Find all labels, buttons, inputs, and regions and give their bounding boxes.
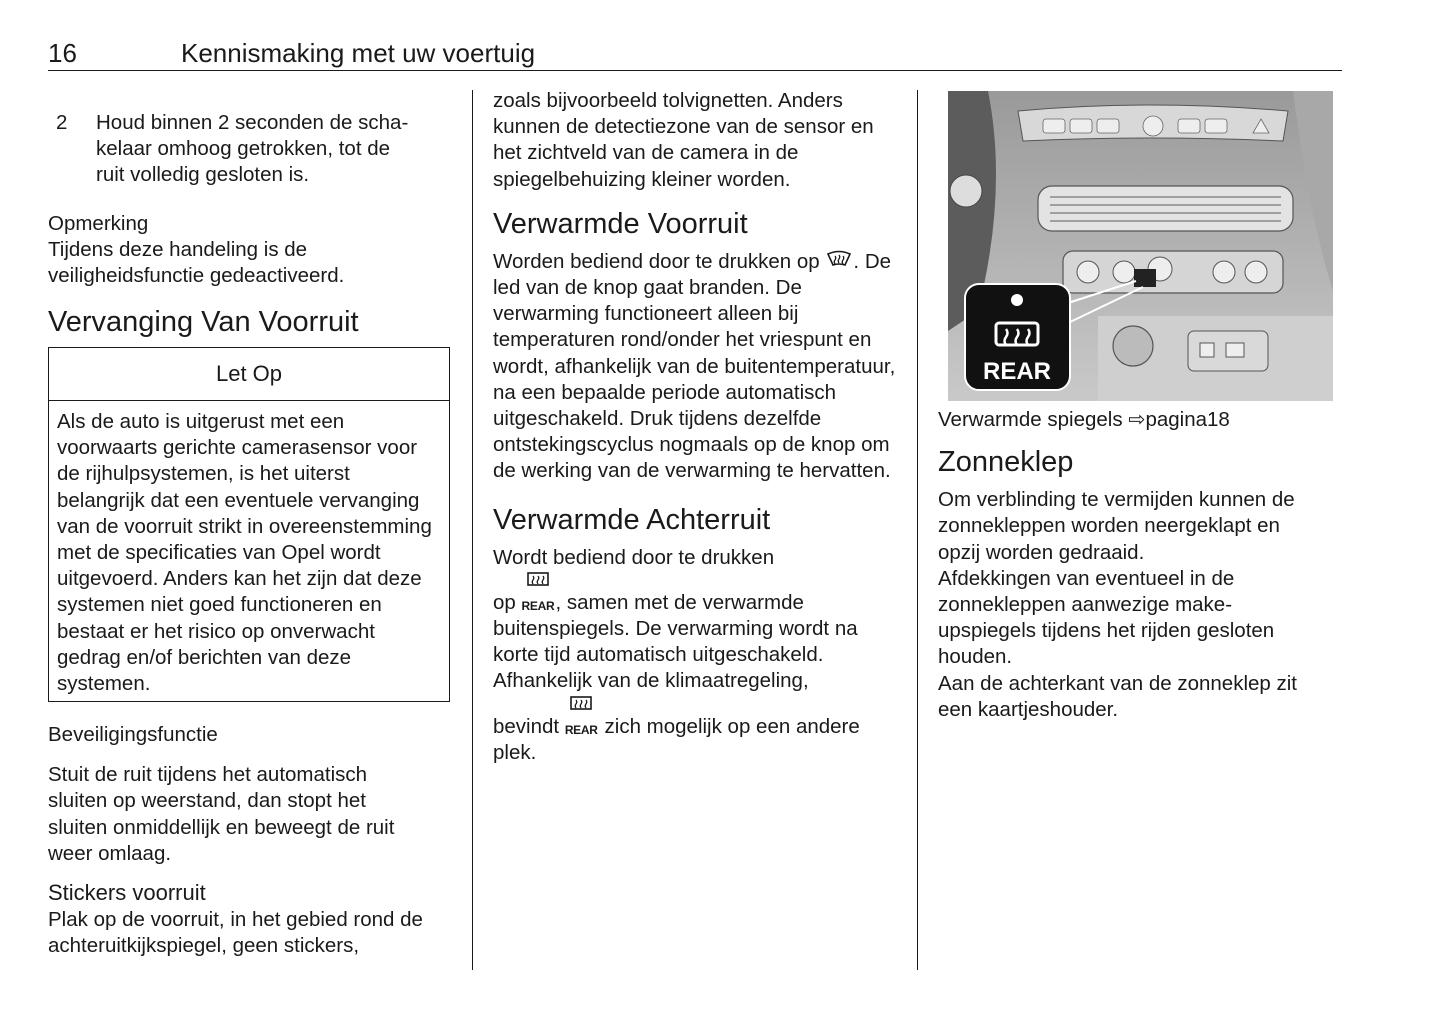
rear-icon-label: REAR <box>521 598 555 613</box>
photo-caption: Verwarmde spiegels ⇨pagina18 <box>938 408 1230 431</box>
page-header <box>48 38 1342 71</box>
note-title: Opmerking <box>48 211 149 235</box>
security-text: Stuit de ruit tijdens het automatisch sluiten op weerstand, dan stopt het sluiten onmiddellijk en beweegt de ruit weer omlaag. <box>48 763 395 865</box>
page-title: Kennismaking met uw voertuig <box>181 38 536 68</box>
section-title-front-heating: Verwarmde Voorruit <box>493 207 748 240</box>
callout-label: REAR <box>982 358 1052 385</box>
column-divider <box>472 90 473 970</box>
security-title: Beveiligingsfunctie <box>48 723 218 747</box>
column-divider <box>917 90 918 970</box>
sunvisor-text-2: Afdekkingen van eventueel in de zonnekleppen aanwezige make-upspiegels tijdens het rijden gesloten houden. <box>938 566 1275 669</box>
step-item <box>48 110 456 189</box>
step-line: Houd binnen 2 seconden de scha- <box>96 111 409 134</box>
column-right <box>938 86 1338 723</box>
warning-box <box>48 347 450 702</box>
section-title-sunvisor: Zonneklep <box>938 446 1074 479</box>
warning-text: Als de auto is uitgerust met een voorwaarts gerichte camerasensor voor de rijhulpsystemen, is het uiterst belangrijk dat een eventuele vervanging van de voorruit strikt in overeenstemming met de specificaties van Opel wordt uitgevoerd. Anders kan het zijn dat deze systemen niet goed functioneren en bestaat er het risico op onverwacht gedrag en/of berichten van deze systemen. <box>57 410 432 696</box>
rear-text-part: , samen met de verwarmde buitenspiegels. De verwarming wordt na korte tijd automatisch uitgeschakeld. Afhankelijk van de klimaatregeling, <box>493 590 858 693</box>
step-line: kelaar omhoog getrokken, tot de <box>96 137 391 161</box>
section-title-windshield: Vervanging Van Voorruit <box>48 306 359 339</box>
front-defrost-icon <box>825 249 853 275</box>
note-text: Tijdens deze handeling is de veiligheidsfunctie gedeactiveerd. <box>48 237 345 287</box>
sunvisor-text-1: Om verblinding te vermijden kunnen de zonnekleppen worden neergeklapt en opzij worden gedraaid. <box>938 488 1295 564</box>
front-text-part: Worden bediend door te drukken op <box>493 249 820 273</box>
rear-defrost-icon <box>522 589 556 611</box>
rear-defrost-icon <box>565 713 599 735</box>
sunvisor-text-3: Aan de achterkant van de zonneklep zit een kaartjeshouder. <box>938 671 1297 721</box>
rear-heating-text-2 <box>493 713 903 766</box>
step-number: 2 <box>56 111 68 134</box>
stickers-title: Stickers voorruit <box>48 880 206 906</box>
page-number: 16 <box>48 38 77 68</box>
rear-text-part: zich mogelijk op een andere plek. <box>493 714 860 764</box>
rear-heating-text <box>493 589 903 695</box>
rear-text-part: Wordt bediend door te drukken <box>493 545 775 569</box>
column-middle <box>493 86 903 766</box>
front-text-part: . De led van de knop gaat branden. De verwarming functioneert alleen bij temperaturen rond/onder het vriespunt en wordt, afhankelijk van de buitentemperatuur, na een bepaalde periode automatisch uitgeschakeld. Druk tijdens dezelfde ontstekingscyclus nogmaals op de knop om de werking van de verwarming te hervatten. <box>493 249 896 483</box>
column-left <box>48 86 456 959</box>
dashboard-photo <box>948 91 1333 401</box>
rear-text-part: op <box>493 590 516 614</box>
front-heating-text <box>493 249 903 485</box>
stickers-text: Plak op de voorruit, in het gebied rond de achteruitkijkspiegel, geen stickers, <box>48 908 423 958</box>
rear-text-part: bevindt <box>493 714 560 738</box>
intro-text: zoals bijvoorbeeld tolvignetten. Anders kunnen de detectiezone van de sensor en het zichtveld van de camera in de spiegelbehuizing kleiner worden. <box>493 89 874 191</box>
warning-title: Let Op <box>49 348 449 401</box>
step-line: ruit volledig gesloten is. <box>96 163 310 187</box>
rear-icon-label: REAR <box>564 722 598 737</box>
section-title-rear-heating: Verwarmde Achterruit <box>493 503 771 536</box>
